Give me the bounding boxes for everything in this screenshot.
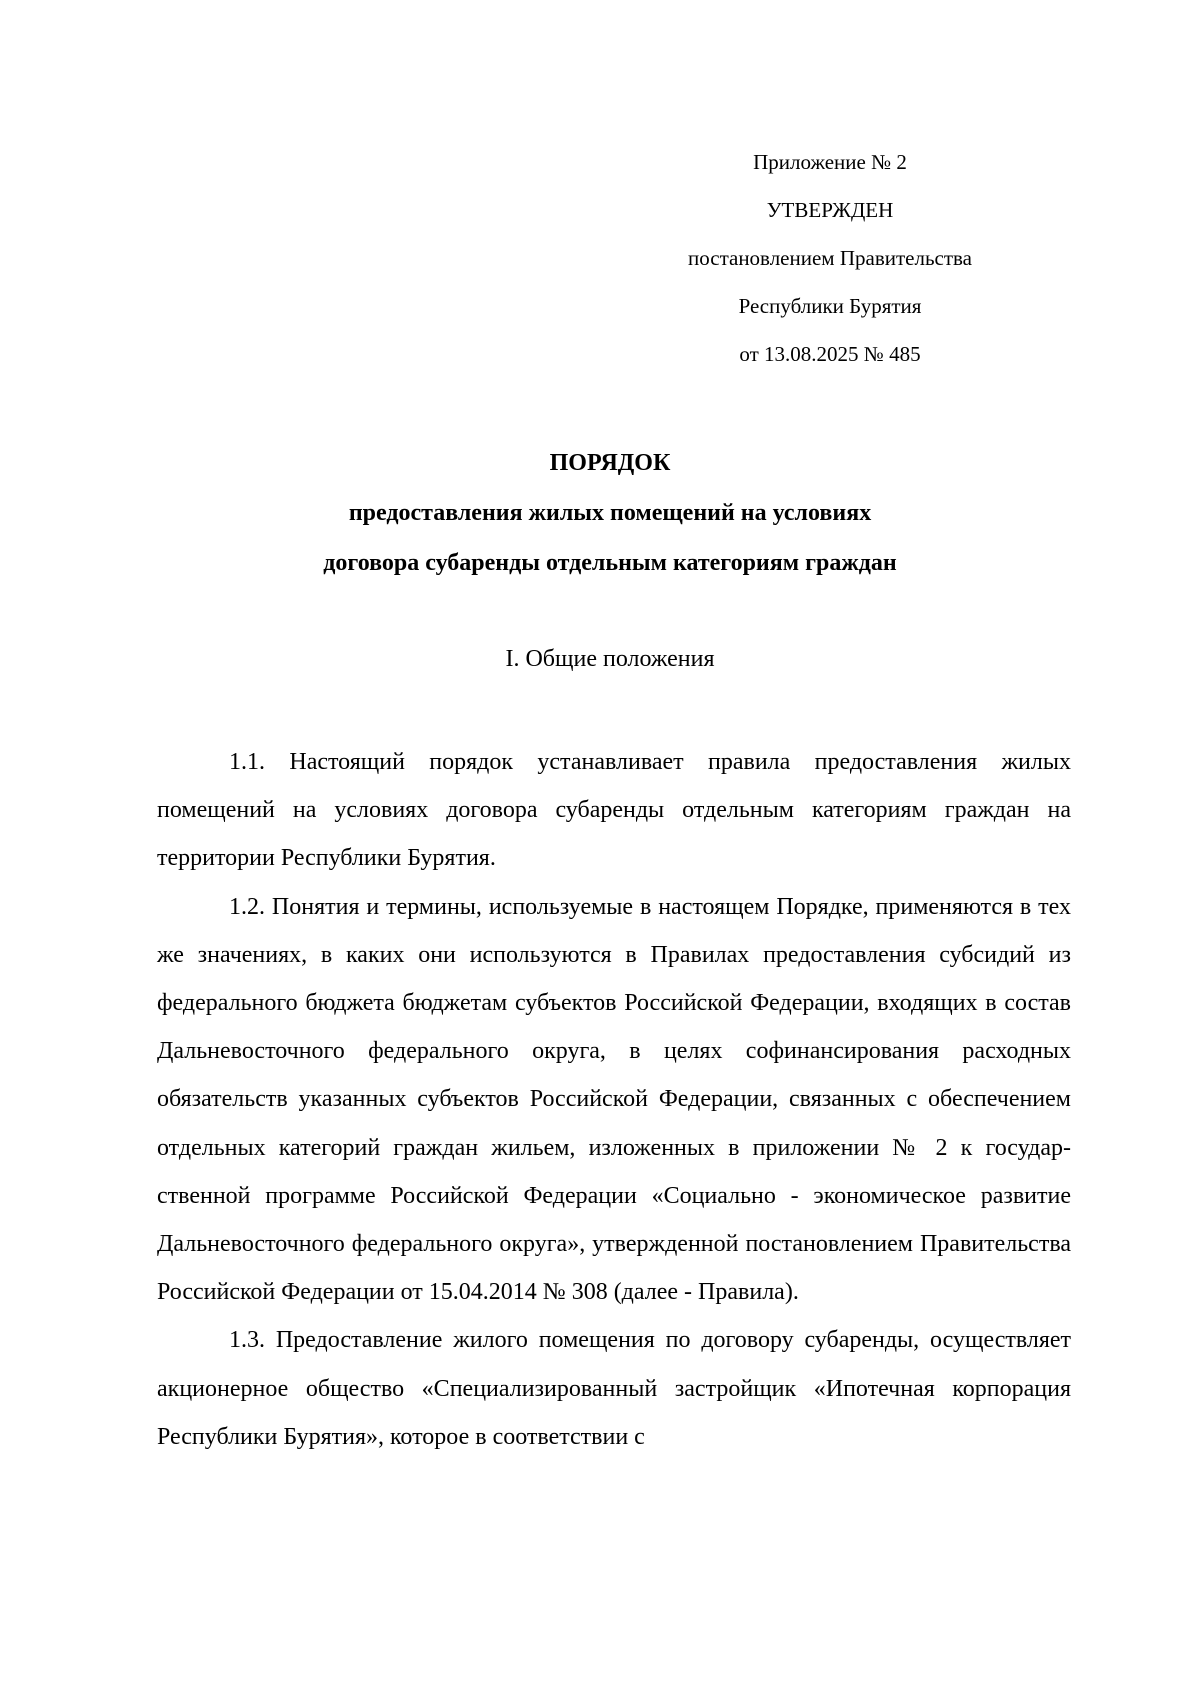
appendix-number: Приложение № 2 — [753, 150, 907, 174]
approved-by-line: постановлением Правительства — [687, 246, 972, 270]
republic-name: Республики Бурятия — [738, 294, 922, 318]
title-subtitle-line-1: предоставления жилых помещений на условиях — [348, 500, 872, 526]
paragraph-1-1: 1.1. Настоящий порядок устанавливает правила предоставления жилых помещений на условиях договора субаренды отдельным категориям граждан на территории Республики Бурятия. — [157, 749, 1071, 872]
resolution-date-number: от 13.08.2025 № 485 — [739, 342, 921, 366]
title-subtitle-line-2: договора субаренды отдельным категориям граждан — [323, 550, 897, 576]
document-body — [157, 738, 1071, 1461]
paragraph-1-3: 1.3. Предоставление жилого помещения по договору субаренды, осуществляет акционерное общество «Специализированный застройщик «Ипотечная корпорация Республики Бурятия», которое в соответствии с — [157, 1327, 1071, 1450]
title-main: ПОРЯДОК — [549, 450, 671, 476]
approval-stamp-block — [620, 138, 1040, 378]
section-heading: I. Общие положения — [505, 646, 715, 672]
document-title — [130, 438, 1090, 588]
approved-label: УТВЕРЖДЕН — [766, 198, 894, 222]
paragraph-1-2: 1.2. Понятия и термины, используемые в настоящем Порядке, применяются в тех же значениях, в каких они используются в Правилах предоставления субсидий из федерального бюджета бюджетам субъектов Российской Федерации, входящих в состав Дальневосточного федерального округа, в целях софинансирования расходных обязательств указанных субъектов Российской Федерации, связанных с обеспечением отдельных категорий граждан жильем, изложенных в приложении № 2 к государственной программе Российской Федерации «Социально - экономическое развитие Дальневосточного федерального округа», утвержденной постановлением Правительства Российской Федерации от 15.04.2014 № 308 (далее - Правила). — [157, 893, 1071, 1306]
